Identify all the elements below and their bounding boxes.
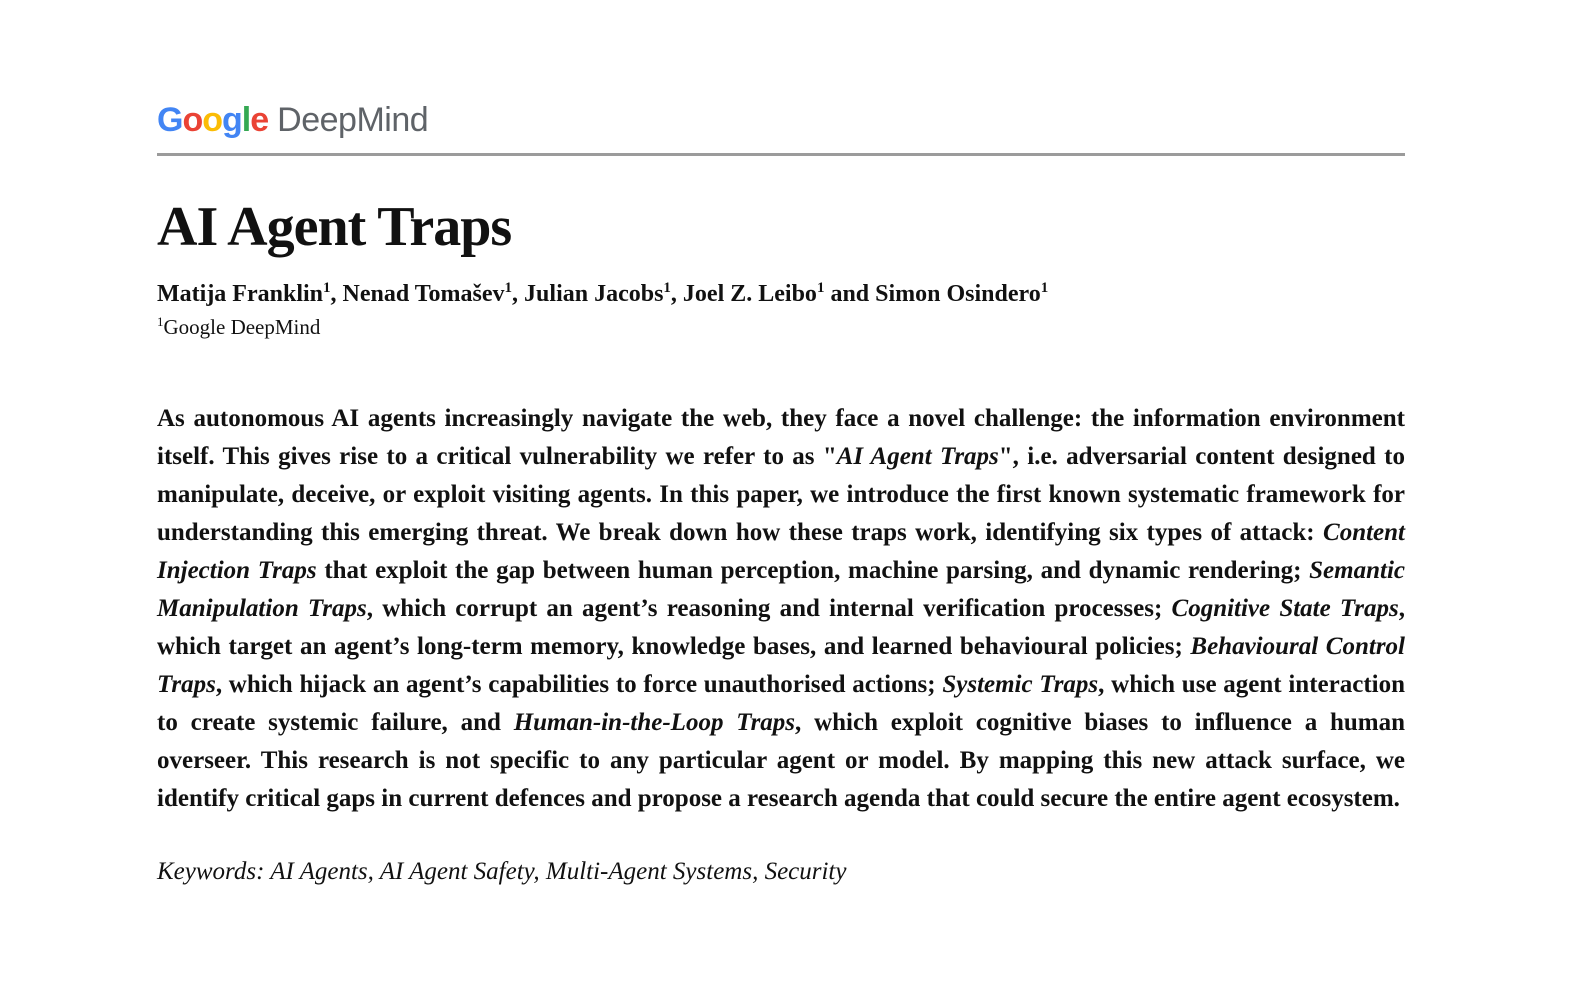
abstract-text: , which corrupt an agent’s reasoning and internal verification processes; <box>366 595 1172 623</box>
affiliation-name: Google DeepMind <box>163 314 321 339</box>
deepmind-logo-text: DeepMind <box>277 101 429 139</box>
keywords-label: Keywords: <box>157 858 265 886</box>
abstract-text: , which use agent interaction to create systemic failure, and <box>157 671 1405 737</box>
affiliation-mark: 1 <box>157 313 164 329</box>
authors-line: Matija Franklin$^1$, Nenad Tomašev$^1$, Julian Jacobs$^1$, Joel Z. Leibo$^1$ and Simon Osindero$^1$ <box>157 279 1049 307</box>
keywords-line <box>157 856 1405 889</box>
abstract-text: , which hijack an agent’s capabilities to force unauthorised actions; <box>215 671 943 699</box>
abstract-italic-term: Semantic Manipulation Traps <box>157 557 1405 623</box>
header-divider <box>157 153 1405 156</box>
header <box>157 100 1405 140</box>
abstract-text: that exploit the gap between human perception, machine parsing, and dynamic rendering; <box>316 557 1310 585</box>
abstract-italic-term: Systemic Traps <box>942 671 1099 699</box>
author-name: Matija Franklin <box>157 280 323 307</box>
author-name: Joel Z. Leibo <box>682 280 817 307</box>
affiliation-line <box>157 314 1405 340</box>
abstract-text: , which target an agent’s long-term memory, knowledge bases, and learned behavioural policies; <box>157 595 1405 661</box>
author-name: Nenad Tomašev <box>342 280 505 307</box>
author-affiliation-mark: 1 <box>663 279 671 296</box>
abstract-italic-term: Content Injection Traps <box>157 519 1405 585</box>
google-logo-letter: o <box>182 101 203 139</box>
google-logo-letter: o <box>202 101 223 139</box>
google-logo-wordmark <box>157 101 268 139</box>
abstract-text: ", i.e. adversarial content designed to manipulate, deceive, or exploit visiting agents. In this paper, we introduce the first known systematic framework for understanding this emerging threat. We break down how these traps work, identifying six types of attack: <box>157 443 1405 547</box>
paper-content <box>157 0 1405 889</box>
google-logo-letter: G <box>157 101 183 139</box>
abstract-paragraph <box>157 400 1405 818</box>
abstract-italic-term: Cognitive State Traps <box>1171 595 1399 623</box>
google-logo-letter: g <box>222 101 242 139</box>
author-affiliation-mark: 1 <box>323 279 331 296</box>
abstract-italic-term: Behavioural Control Traps <box>157 633 1405 699</box>
google-logo-letter: e <box>250 101 269 139</box>
author-affiliation-mark: 1 <box>504 279 513 296</box>
author-affiliation-mark: 1 <box>816 279 825 296</box>
paper-title: AI Agent Traps <box>157 196 512 258</box>
author-name: Julian Jacobs <box>524 280 664 307</box>
google-logo-letter: l <box>241 101 251 139</box>
abstract-text: , which exploit cognitive biases to influence a human overseer. This research is not specific to any particular agent or model. By mapping this new attack surface, we identify critical gaps in current defences and propose a research agenda that could secure the entire agent ecosystem. <box>157 709 1406 813</box>
abstract-italic-term: Human-in-the-Loop Traps <box>513 709 796 737</box>
author-name: Simon Osindero <box>875 280 1041 307</box>
abstract-text: As autonomous AI agents increasingly navigate the web, they face a novel challenge: the information environment itself. This gives rise to a critical vulnerability we refer to as " <box>157 405 1405 471</box>
abstract-italic-term: AI Agent Traps <box>836 443 999 471</box>
author-affiliation-mark: 1 <box>1040 279 1049 296</box>
keywords-list: AI Agents, AI Agent Safety, Multi-Agent Systems, Security <box>270 858 847 886</box>
